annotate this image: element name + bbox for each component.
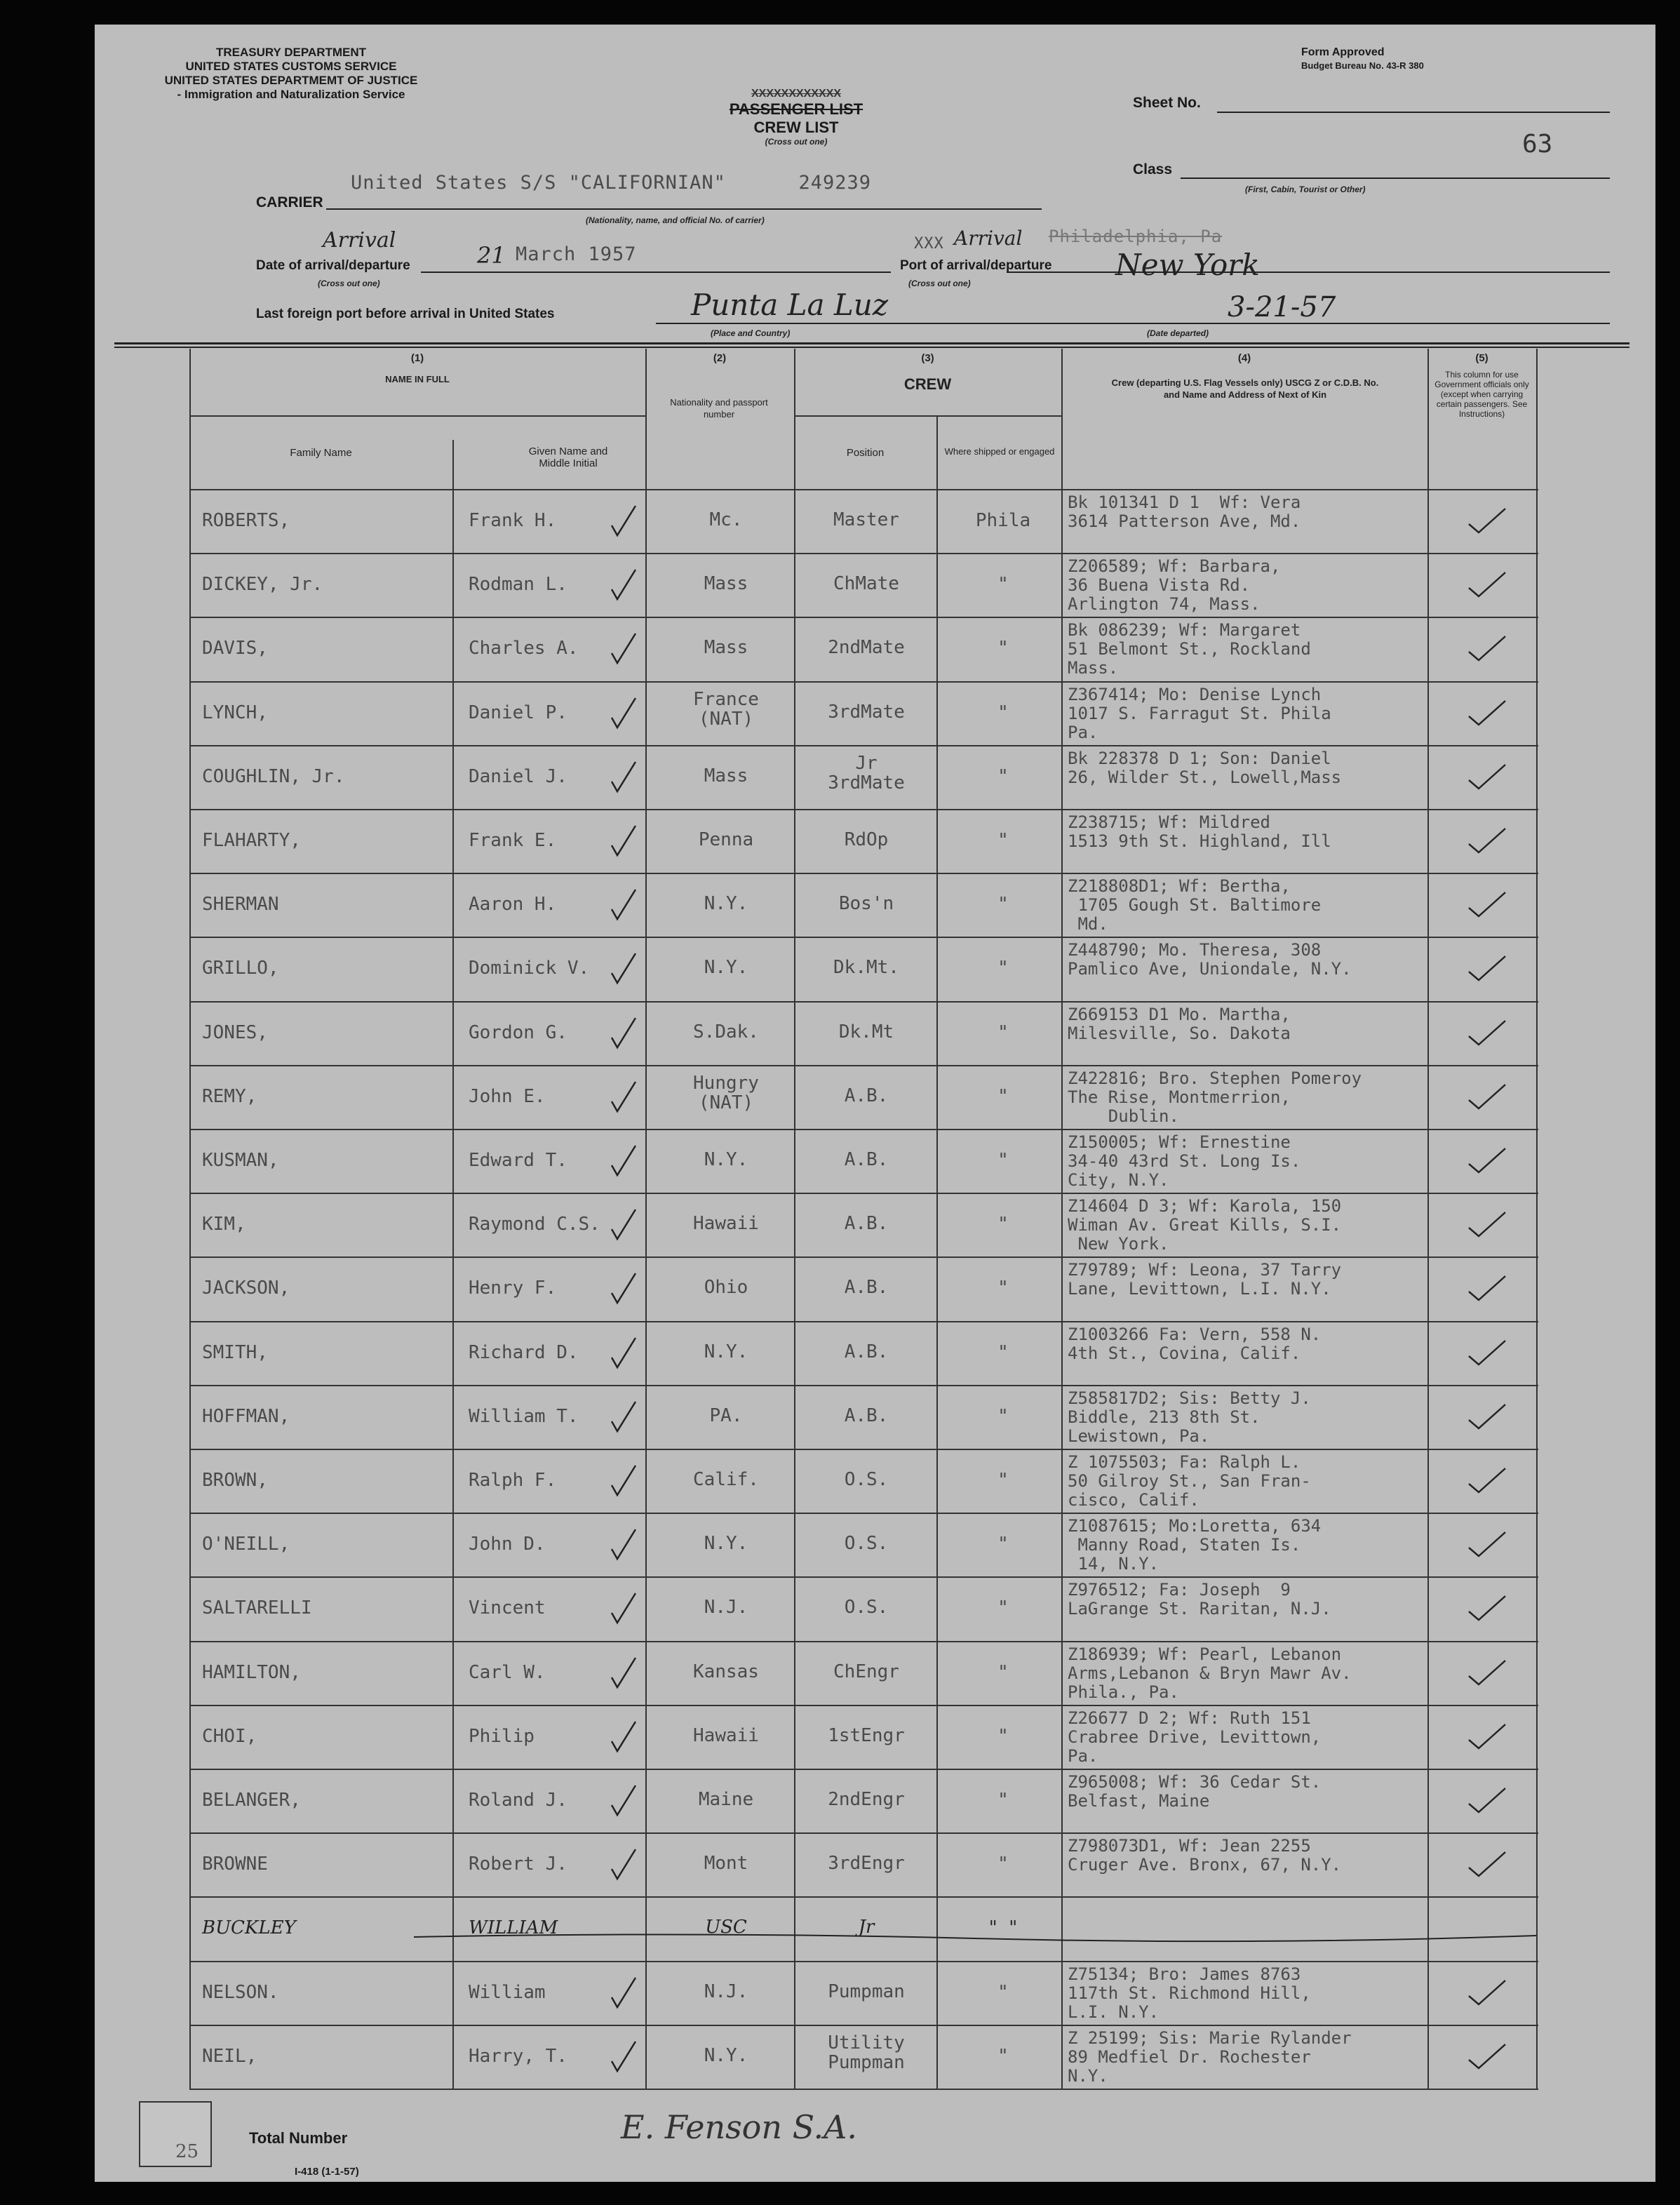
official-check-mark	[1466, 1017, 1508, 1048]
given-name: Dominick V.	[469, 958, 590, 979]
family-name: GRILLO,	[202, 958, 279, 979]
next-of-kin: Z 25199; Sis: Marie Rylander 89 Medfiel Dr. Rochester N.Y.	[1068, 2028, 1352, 2086]
given-name: Vincent	[469, 1597, 546, 1619]
name-check-mark	[610, 1272, 638, 1311]
shipped-at: "	[997, 1470, 1009, 1491]
carrier-hint: (Nationality, name, and official No. of carrier)	[586, 215, 765, 225]
given-name: William	[469, 1981, 546, 2003]
next-of-kin: Z976512; Fa: Joseph 9 LaGrange St. Raritan, N.J.	[1068, 1580, 1331, 1619]
family-name: BROWNE	[202, 1854, 268, 1875]
next-of-kin: Z186939; Wf: Pearl, Lebanon Arms,Lebanon & Bryn Mawr Av. Phila., Pa.	[1068, 1644, 1352, 1702]
given-name: Edward T.	[469, 1150, 567, 1171]
position: O.S.	[844, 1597, 889, 1618]
next-of-kin: Z218808D1; Wf: Bertha, 1705 Gough St. Baltimore Md.	[1068, 876, 1322, 934]
nationality: S.Dak.	[693, 1021, 759, 1043]
nationality: Mass	[704, 765, 748, 786]
given-name: Ralph F.	[469, 1470, 557, 1491]
name-check-mark	[610, 1400, 638, 1439]
header-subline	[794, 415, 1061, 417]
next-of-kin: Z669153 D1 Mo. Martha, Milesville, So. Dakota	[1068, 1004, 1291, 1043]
position: A.B.	[844, 1085, 889, 1106]
date-line	[421, 272, 891, 273]
given-name: Henry F.	[469, 1278, 557, 1299]
family-name: HAMILTON,	[202, 1661, 301, 1683]
handwritten-row-strike	[414, 1930, 1536, 1948]
shipped-at: "	[997, 1854, 1009, 1875]
next-of-kin: Z422816; Bro. Stephen Pomeroy The Rise, Montmerrion, Dublin.	[1068, 1068, 1362, 1126]
family-name: NELSON.	[202, 1981, 279, 2003]
place-hint: (Place and Country)	[711, 328, 791, 338]
family-name: JONES,	[202, 1021, 268, 1043]
official-check-mark	[1466, 1400, 1508, 1432]
official-check-mark	[1466, 888, 1508, 920]
official-check-mark	[1466, 1592, 1508, 1623]
nationality: N.Y.	[704, 957, 748, 979]
col-line	[936, 415, 938, 2089]
shipped-at: "	[997, 1278, 1009, 1299]
name-check-mark	[610, 1528, 638, 1567]
carrier-label: CARRIER	[256, 194, 323, 210]
nationality: N.Y.	[704, 1149, 748, 1170]
family-name: SALTARELLI	[202, 1597, 312, 1619]
position: O.S.	[844, 1469, 889, 1490]
shipped-at: " "	[988, 1917, 1018, 1939]
nationality: N.Y.	[704, 1533, 748, 1555]
date-handwritten: Arrival	[323, 228, 396, 253]
position: A.B.	[844, 1277, 889, 1299]
shipped-at: "	[997, 1341, 1009, 1363]
official-check-mark	[1466, 1784, 1508, 1816]
table-top-rule	[114, 342, 1629, 348]
official-check-mark	[1466, 1464, 1508, 1496]
official-check-mark	[1466, 760, 1508, 792]
name-check-mark	[610, 632, 638, 671]
name-check-mark	[610, 504, 638, 543]
family-name: BUCKLEY	[202, 1917, 296, 1939]
shipped-at: "	[997, 638, 1009, 659]
shipped-at: "	[997, 1214, 1009, 1235]
row-divider	[189, 1961, 1538, 1962]
next-of-kin: Z585817D2; Sis: Betty J. Biddle, 213 8th St. Lewistown, Pa.	[1068, 1388, 1311, 1446]
name-check-mark	[610, 1336, 638, 1375]
shipped-at: "	[997, 894, 1009, 916]
official-check-mark	[1466, 1848, 1508, 1879]
nationality: N.J.	[704, 1597, 748, 1618]
col-line	[1536, 349, 1538, 2089]
shipped-at: "	[997, 830, 1009, 851]
total-count: 25	[175, 2141, 199, 2162]
col-line	[645, 349, 647, 2089]
col4-number: (4)	[1237, 352, 1251, 364]
name-check-mark	[610, 1208, 638, 1247]
last-port-value: Punta La Luz	[691, 288, 888, 322]
name-check-mark	[610, 2040, 638, 2079]
family-name: REMY,	[202, 1085, 257, 1107]
nationality: PA.	[709, 1405, 743, 1426]
position: Pumpman	[828, 1981, 905, 2002]
family-name: KUSMAN,	[202, 1150, 279, 1171]
official-check-mark	[1466, 1656, 1508, 1688]
row-divider	[189, 1321, 1538, 1322]
family-name: DICKEY, Jr.	[202, 574, 323, 596]
date-label: Date of arrival/departure	[256, 258, 410, 273]
nationality: Ohio	[704, 1277, 748, 1299]
shipped-at: "	[997, 574, 1009, 596]
given-name: John E.	[469, 1085, 546, 1107]
position: Jr	[858, 1917, 875, 1938]
nationality: Hawaii	[693, 1724, 759, 1746]
row-divider	[189, 873, 1538, 874]
class-hint: (First, Cabin, Tourist or Other)	[1245, 185, 1366, 194]
family-name-header: Family Name	[290, 447, 352, 459]
row-divider	[189, 617, 1538, 618]
cross-out-hint: (Cross out one)	[765, 137, 828, 147]
last-port-line	[656, 323, 1000, 324]
official-check-mark	[1466, 632, 1508, 664]
shipped-at: Phila	[975, 510, 1031, 531]
position-header: Position	[846, 447, 885, 459]
shipped-at: "	[997, 1021, 1009, 1043]
last-port-label: Last foreign port before arrival in United States	[256, 307, 555, 321]
row-divider	[189, 1001, 1538, 1003]
given-name: Rodman L.	[469, 574, 567, 596]
shipped-at: "	[997, 1534, 1009, 1555]
total-label: Total Number	[249, 2129, 348, 2147]
nationality: Penna	[698, 829, 754, 850]
col2-number: (2)	[713, 352, 727, 364]
next-of-kin: Z1003266 Fa: Vern, 558 N. 4th St., Covina, Calif.	[1068, 1324, 1322, 1363]
row-divider	[189, 1641, 1538, 1642]
official-check-mark	[1466, 1208, 1508, 1240]
row-divider	[189, 2025, 1538, 2026]
family-name: KIM,	[202, 1214, 246, 1235]
next-of-kin: Z75134; Bro: James 8763 117th St. Richmond Hill, L.I. N.Y.	[1068, 1964, 1311, 2022]
row-divider	[189, 1576, 1538, 1578]
carrier-value: United States S/S "CALIFORNIAN" 249239	[351, 172, 871, 194]
name-check-mark	[610, 888, 638, 927]
official-check-mark	[1466, 1272, 1508, 1303]
row-divider	[189, 1896, 1538, 1898]
struck-title: XXXXXXXXXXXX	[751, 88, 842, 100]
nationality: Mass	[704, 573, 748, 595]
given-name: Frank E.	[469, 830, 557, 851]
official-check-mark	[1466, 2040, 1508, 2072]
shipped-at: "	[997, 1661, 1009, 1683]
nationality: Mont	[704, 1853, 748, 1875]
crew-table	[189, 349, 1538, 2089]
nationality: N.J.	[704, 1981, 748, 2002]
row-divider	[189, 1513, 1538, 1514]
nationality: Calif.	[693, 1469, 759, 1490]
form-number: I-418 (1-1-57)	[295, 2166, 359, 2178]
port-typed-prefix: XXX	[914, 235, 944, 253]
row-divider	[189, 553, 1538, 554]
name-check-mark	[610, 824, 638, 863]
nationality: Mass	[704, 637, 748, 659]
family-name: JACKSON,	[202, 1278, 290, 1299]
family-name: LYNCH,	[202, 702, 268, 723]
position: Bos'n	[838, 893, 894, 915]
port-line	[1007, 272, 1610, 273]
name-check-mark	[610, 1784, 638, 1823]
given-name: Frank H.	[469, 510, 557, 531]
shipped-header: Where shipped or engaged	[944, 446, 1055, 457]
shipped-at: "	[997, 1150, 1009, 1171]
next-of-kin: Z798073D1, Wf: Jean 2255 Cruger Ave. Bronx, 67, N.Y.	[1068, 1836, 1342, 1875]
row-divider	[189, 1193, 1538, 1194]
dept-line: UNITED STATES DEPARTMEMT OF JUSTICE	[164, 74, 418, 87]
official-check-mark	[1466, 1336, 1508, 1368]
given-name: Carl W.	[469, 1661, 546, 1683]
crew-list-title: CREW LIST	[753, 119, 839, 136]
name-check-mark	[610, 1976, 638, 2015]
row-divider	[189, 937, 1538, 938]
official-check-mark	[1466, 504, 1508, 536]
position: ChEngr	[833, 1661, 899, 1682]
position: RdOp	[844, 829, 889, 850]
given-name: Aaron H.	[469, 894, 557, 916]
name-check-mark	[610, 1017, 638, 1055]
port-hint: (Cross out one)	[908, 279, 971, 288]
position: Dk.Mt.	[833, 957, 899, 979]
col1-title: NAME IN FULL	[385, 374, 450, 384]
given-name: Daniel J.	[469, 765, 567, 787]
title-block	[694, 88, 898, 147]
date-day: 21	[477, 242, 506, 269]
given-name: Roland J.	[469, 1790, 567, 1811]
official-check-mark	[1466, 1720, 1508, 1752]
row-divider	[189, 1769, 1538, 1770]
class-line	[1181, 177, 1610, 179]
family-name: DAVIS,	[202, 638, 268, 659]
family-name: SMITH,	[202, 1341, 268, 1363]
row-divider	[189, 1449, 1538, 1450]
name-check-mark	[610, 697, 638, 735]
next-of-kin: Z1087615; Mo:Loretta, 634 Manny Road, Staten Is. 14, N.Y.	[1068, 1516, 1322, 1574]
header-bottom-line	[189, 489, 1538, 490]
row-divider	[189, 1256, 1538, 1258]
shipped-at: "	[997, 2045, 1009, 2067]
col3-number: (3)	[921, 352, 934, 364]
next-of-kin: Bk 086239; Wf: Margaret 51 Belmont St., Rockland Mass.	[1068, 620, 1311, 678]
col-line	[1427, 349, 1429, 2089]
row-divider	[189, 1129, 1538, 1130]
port-handwritten: Arrival	[954, 227, 1023, 250]
nationality: Kansas	[693, 1661, 759, 1682]
sheet-label: Sheet No.	[1133, 95, 1201, 111]
dept-line: - Immigration and Naturalization Service	[177, 88, 405, 101]
official-check-mark	[1466, 1080, 1508, 1112]
position: 3rdMate	[828, 701, 905, 723]
next-of-kin: Z26677 D 2; Wf: Ruth 151 Crabree Drive, Levittown, Pa.	[1068, 1708, 1322, 1766]
row-divider	[189, 681, 1538, 683]
row-divider	[189, 1832, 1538, 1834]
col2-title: Nationality and passport number	[670, 397, 768, 420]
family-name: ROBERTS,	[202, 510, 290, 531]
port-value: New York	[1115, 248, 1260, 282]
passenger-list-title: PASSENGER LIST	[729, 100, 863, 118]
port-struck: Philadelphia, Pa	[1049, 227, 1223, 246]
position: 2ndEngr	[828, 1789, 905, 1810]
date-departed: 3-21-57	[1228, 291, 1336, 323]
given-name: Philip	[469, 1725, 535, 1747]
department-block	[95, 46, 488, 102]
family-name: BELANGER,	[202, 1790, 301, 1811]
official-check-mark	[1466, 697, 1508, 728]
position: A.B.	[844, 1341, 889, 1362]
next-of-kin: Z448790; Mo. Theresa, 308 Pamlico Ave, Uniondale, N.Y.	[1068, 940, 1352, 979]
nationality: Hungry (NAT)	[693, 1072, 759, 1113]
name-check-mark	[610, 760, 638, 799]
given-name: William T.	[469, 1405, 579, 1427]
family-name: O'NEILL,	[202, 1534, 290, 1555]
date-hint: (Cross out one)	[318, 279, 380, 288]
col3-title: CREW	[903, 375, 952, 393]
col-line	[452, 440, 454, 2089]
col5-number: (5)	[1475, 352, 1489, 364]
position: Utility Pumpman	[828, 2032, 905, 2073]
row-divider	[189, 1705, 1538, 1706]
next-of-kin: Z238715; Wf: Mildred 1513 9th St. Highland, Ill	[1068, 812, 1331, 851]
shipped-at: "	[997, 702, 1009, 723]
given-name: Raymond C.S.	[469, 1214, 600, 1235]
name-check-mark	[610, 1720, 638, 1759]
nationality: France (NAT)	[693, 688, 759, 730]
position: Master	[833, 509, 899, 530]
name-check-mark	[610, 568, 638, 607]
carrier-line	[326, 208, 1042, 210]
class-label: Class	[1133, 161, 1173, 177]
shipped-at: "	[997, 1981, 1009, 2003]
shipped-at: "	[997, 1085, 1009, 1107]
position: Dk.Mt	[838, 1021, 894, 1043]
col4-title: Crew (departing U.S. Flag Vessels only) USCG Z or C.D.B. No. and Name and Address of Next of Kin	[1111, 377, 1379, 400]
nationality: Maine	[698, 1789, 754, 1810]
family-name: NEIL,	[202, 2045, 257, 2067]
official-check-mark	[1466, 568, 1508, 600]
official-check-mark	[1466, 1976, 1508, 2008]
given-name: Charles A.	[469, 638, 579, 659]
row-divider	[189, 745, 1538, 746]
name-check-mark	[610, 1144, 638, 1183]
shipped-at: "	[997, 765, 1009, 787]
nationality: N.Y.	[704, 1341, 748, 1362]
date-departed-line	[989, 323, 1610, 324]
name-check-mark	[610, 1080, 638, 1119]
port-label: Port of arrival/departure	[900, 258, 1052, 273]
shipped-at: "	[997, 1790, 1009, 1811]
next-of-kin: Z965008; Wf: 36 Cedar St. Belfast, Maine	[1068, 1772, 1322, 1811]
shipped-at: "	[997, 1597, 1009, 1619]
row-divider	[189, 2089, 1538, 2090]
family-name: HOFFMAN,	[202, 1405, 290, 1427]
form-approved	[1301, 46, 1424, 72]
given-name-header: Given Name and Middle Initial	[528, 445, 608, 469]
row-divider	[189, 1065, 1538, 1066]
nationality: N.Y.	[704, 893, 748, 915]
nationality: Mc.	[709, 509, 743, 530]
shipped-at: "	[997, 1725, 1009, 1747]
position: O.S.	[844, 1533, 889, 1555]
name-check-mark	[610, 1656, 638, 1695]
next-of-kin: Z79789; Wf: Leona, 37 Tarry Lane, Levittown, L.I. N.Y.	[1068, 1260, 1342, 1299]
position: A.B.	[844, 1405, 889, 1426]
position: 1stEngr	[828, 1724, 905, 1746]
col-line	[1061, 349, 1063, 2089]
given-name: Gordon G.	[469, 1021, 567, 1043]
nationality: Hawaii	[693, 1213, 759, 1235]
col1-number: (1)	[410, 352, 424, 364]
col-line	[189, 349, 191, 2089]
next-of-kin: Bk 228378 D 1; Son: Daniel 26, Wilder St., Lowell,Mass	[1068, 748, 1342, 787]
budget-number: Budget Bureau No. 43-R 380	[1301, 60, 1424, 71]
family-name: SHERMAN	[202, 894, 279, 916]
family-name: FLAHARTY,	[202, 830, 301, 851]
total-count-box	[139, 2101, 212, 2167]
name-check-mark	[610, 952, 638, 991]
dept-line: TREASURY DEPARTMENT	[215, 46, 367, 59]
next-of-kin: Z14604 D 3; Wf: Karola, 150 Wiman Av. Great Kills, S.I. New York.	[1068, 1196, 1342, 1254]
family-name: CHOI,	[202, 1725, 257, 1747]
official-check-mark	[1466, 1528, 1508, 1560]
official-check-mark	[1466, 824, 1508, 856]
name-check-mark	[610, 1592, 638, 1630]
sheet-line	[1217, 112, 1610, 113]
col5-title: This column for use Government officials only (except when carrying certain passengers. See Instructions)	[1434, 370, 1529, 419]
next-of-kin: Z206589; Wf: Barbara, 36 Buena Vista Rd. Arlington 74, Mass.	[1068, 556, 1281, 615]
given-name: Harry, T.	[469, 2045, 567, 2067]
col-line	[794, 349, 795, 2089]
next-of-kin: Z367414; Mo: Denise Lynch 1017 S. Farragut St. Phila Pa.	[1068, 684, 1331, 742]
row-divider	[189, 1385, 1538, 1386]
official-check-mark	[1466, 1144, 1508, 1176]
given-name: WILLIAM	[469, 1917, 558, 1939]
family-name: COUGHLIN, Jr.	[202, 765, 345, 787]
position: A.B.	[844, 1213, 889, 1235]
form-approved-label: Form Approved	[1301, 46, 1385, 58]
given-name: Richard D.	[469, 1341, 579, 1363]
shipped-at: "	[997, 1405, 1009, 1427]
position: ChMate	[833, 573, 899, 595]
next-of-kin: Z150005; Wf: Ernestine 34-40 43rd St. Long Is. City, N.Y.	[1068, 1132, 1301, 1190]
name-check-mark	[610, 1464, 638, 1503]
position: 2ndMate	[828, 637, 905, 659]
nationality: USC	[705, 1917, 747, 1938]
given-name: Daniel P.	[469, 702, 567, 723]
nationality: N.Y.	[704, 2044, 748, 2066]
given-name: Robert J.	[469, 1854, 567, 1875]
signature: E. Fenson S.A.	[621, 2108, 857, 2146]
next-of-kin: Bk 101341 D 1 Wf: Vera 3614 Patterson Ave, Md.	[1068, 492, 1301, 531]
given-name: John D.	[469, 1534, 546, 1555]
dept-line: UNITED STATES CUSTOMS SERVICE	[185, 60, 397, 73]
date-value: March 1957	[516, 243, 637, 265]
sheet-number: 63	[1522, 130, 1553, 159]
date-departed-hint: (Date departed)	[1147, 328, 1209, 338]
official-check-mark	[1466, 952, 1508, 984]
row-divider	[189, 809, 1538, 810]
position: A.B.	[844, 1149, 889, 1170]
position: Jr 3rdMate	[828, 752, 905, 793]
position: 3rdEngr	[828, 1853, 905, 1875]
header-subline	[189, 415, 645, 417]
family-name: BROWN,	[202, 1470, 268, 1491]
next-of-kin: Z 1075503; Fa: Ralph L. 50 Gilroy St., San Fran- cisco, Calif.	[1068, 1452, 1311, 1510]
shipped-at: "	[997, 958, 1009, 979]
name-check-mark	[610, 1848, 638, 1886]
crew-list-form	[95, 25, 1655, 2182]
